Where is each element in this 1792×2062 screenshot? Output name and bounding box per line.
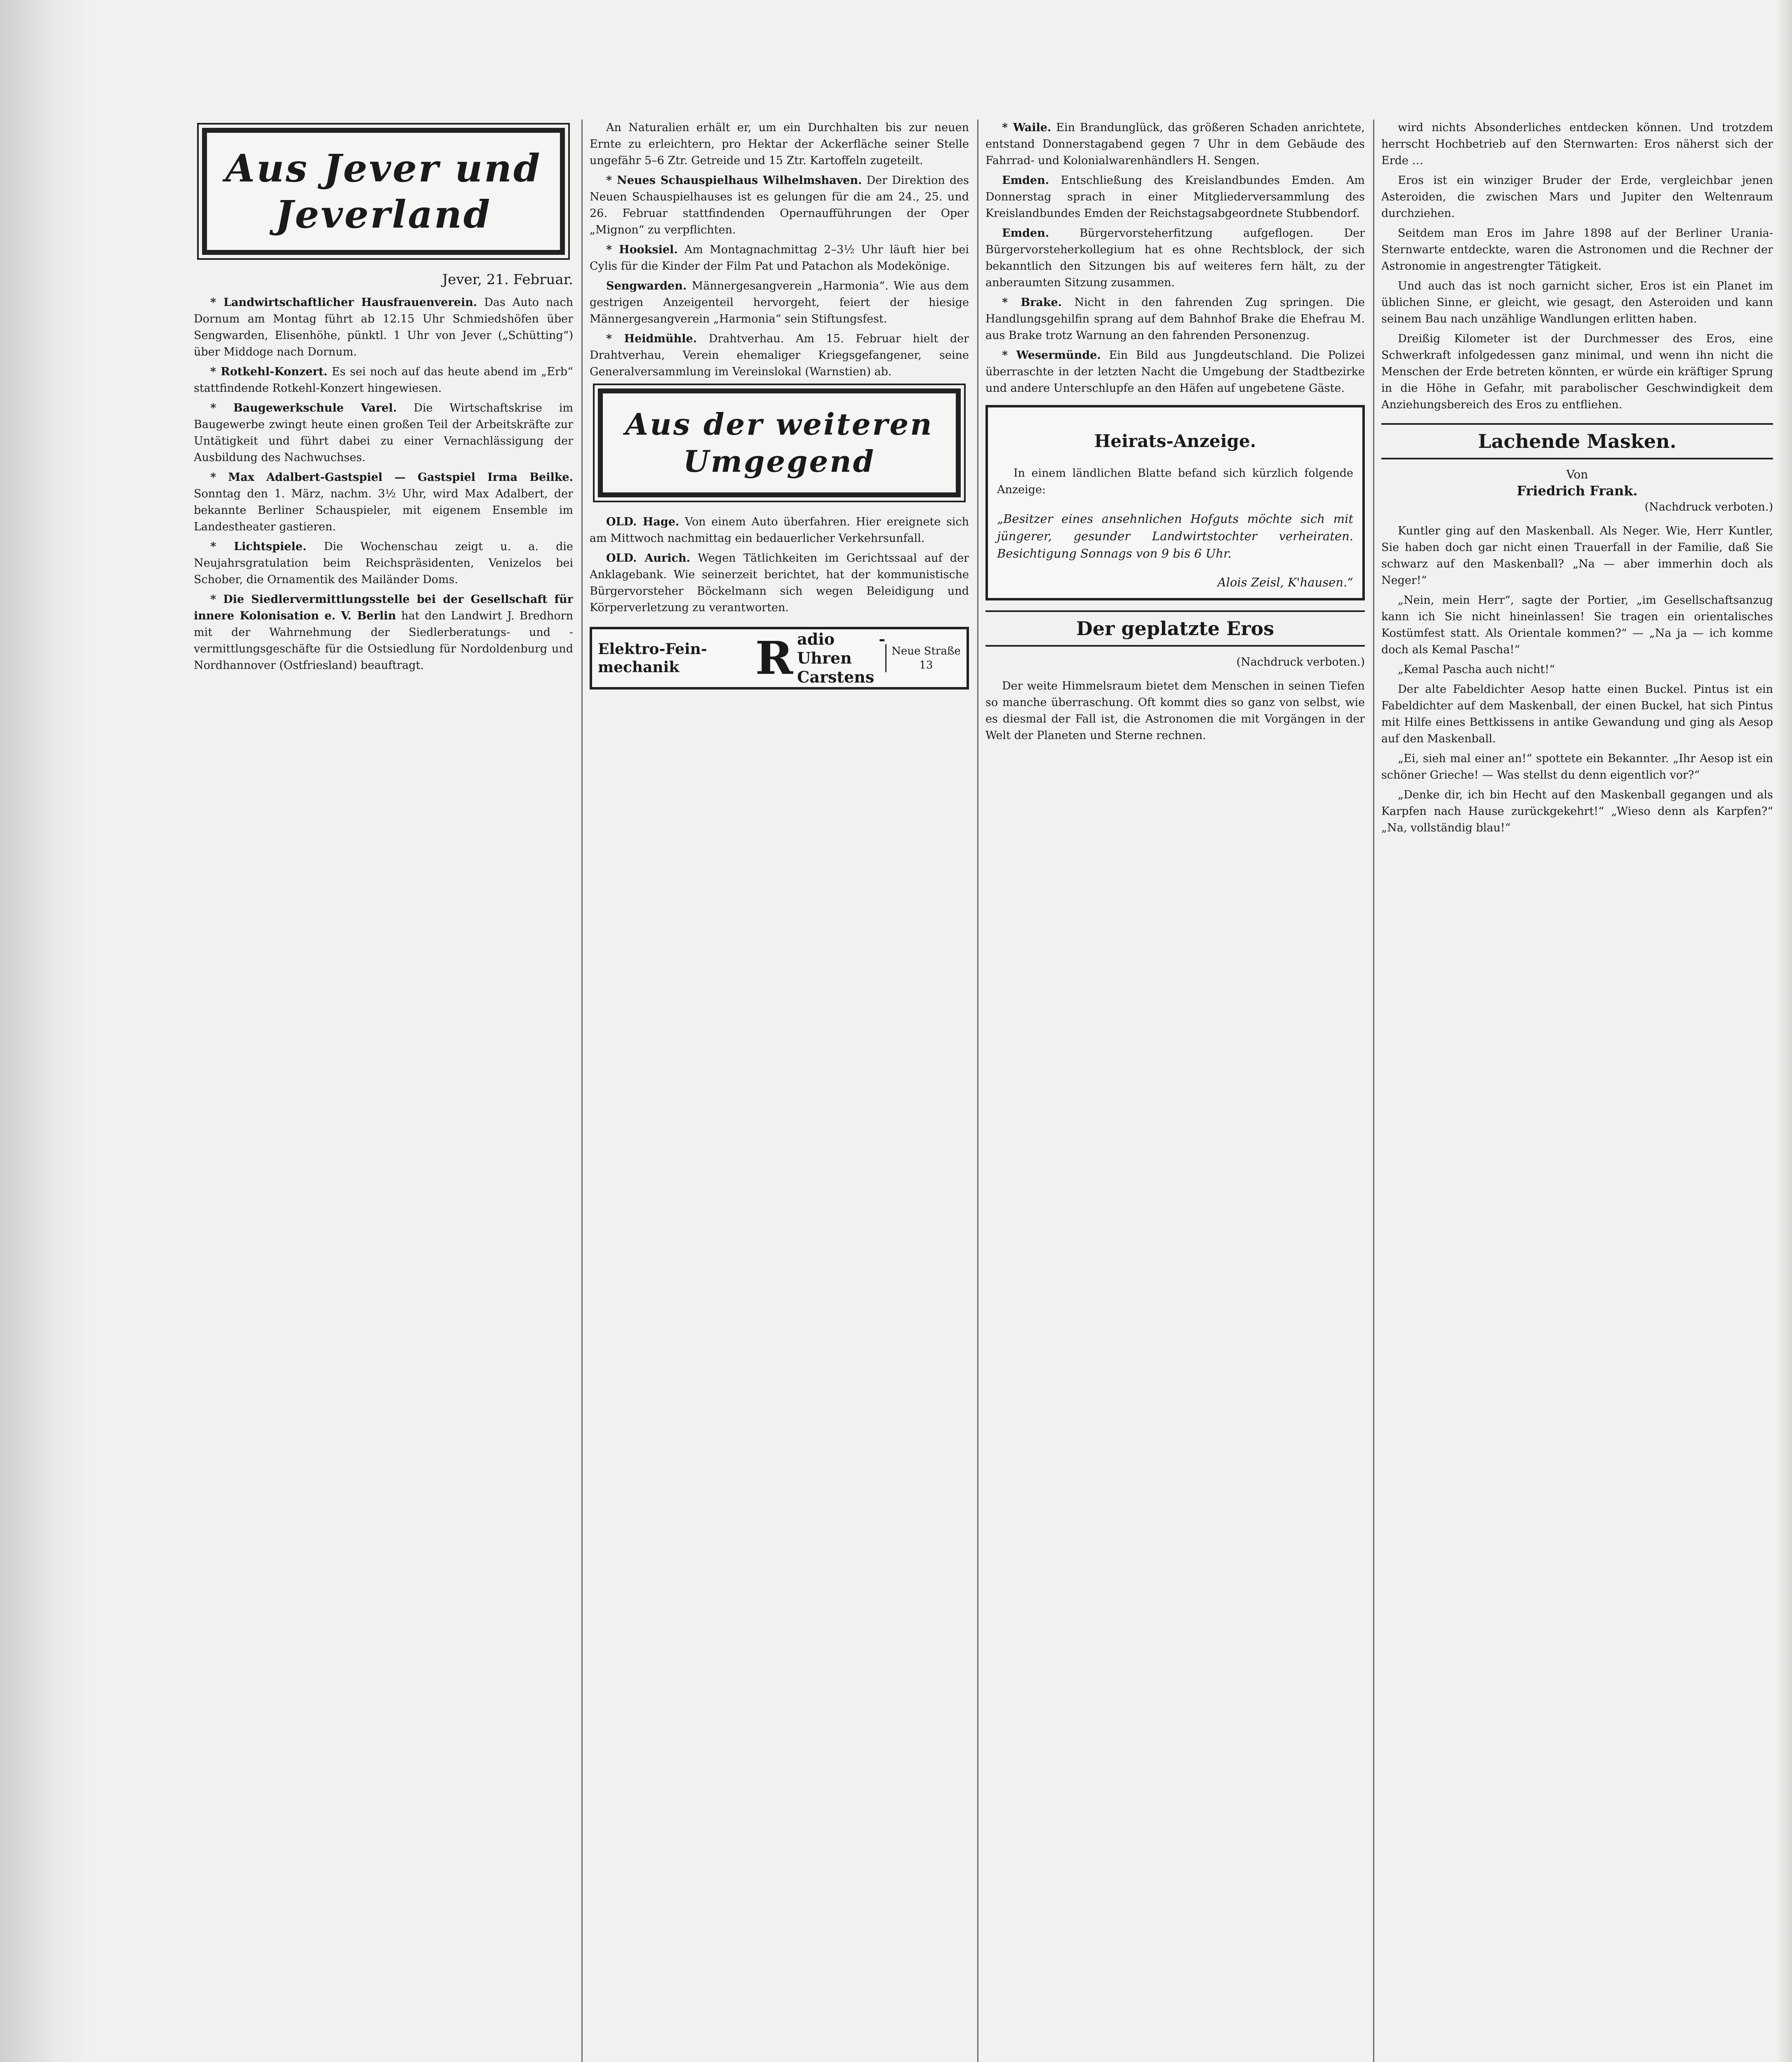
eros-continued: wird nichts Absonderliches entdecken können. Und trotzdem herrscht Hochbetrieb auf den Sternwarten: Eros näherst sich der Erde …: [1381, 121, 1773, 167]
item-lead: * Neues Schauspielhaus Wilhelmshaven.: [606, 174, 862, 187]
masks-paragraph: „Denke dir, ich bin Hecht auf den Maskenball gegangen und als Karpfen nach Hause zurückgekehrt!“ „Wieso denn als Karpfen?“ „Na, vollständig blau!“: [1381, 789, 1773, 834]
eros-continued: Eros ist ein winziger Bruder der Erde, vergleichbar jenen Asteroiden, die zwischen Mars und Jupiter den Weltenraum durchziehen.: [1381, 174, 1773, 220]
item-lead: * Die Siedlervermittlungsstelle bei der Gesellschaft für innere Kolonisation e. V. Berlin: [194, 593, 573, 622]
news-item: [590, 331, 969, 380]
column-3: [985, 120, 1365, 2062]
item-text: Drahtverhau. Am 15. Februar hielt der Drahtverhau, Verein ehemaliger Kriegsgefangener, seine Generalversammlung im Vereinslokal (Warnstien) ab.: [590, 332, 969, 378]
item-lead: * Wesermünde.: [1002, 349, 1101, 362]
dateline: Jever, 21. Februar.: [442, 271, 573, 288]
byline-author: Friedrich Frank.: [1517, 483, 1638, 499]
news-item: [590, 550, 969, 616]
news-item: [590, 120, 969, 169]
shop-ad-products: adio - Uhren: [797, 630, 885, 667]
news-item: [985, 225, 1365, 291]
item-text: An Naturalien erhält er, um ein Durchhalten bis zur neuen Ernte zu erleichtern, pro Hektar der Ackerfläche seiner Stelle ungefähr 5–6 Ztr. Getreide und 15 Ztr. Kartoffeln zugeteilt.: [590, 121, 969, 167]
news-item: [590, 278, 969, 327]
masks-paragraph: „Nein, mein Herr“, sagte der Portier, „im Gesellschaftsanzug kann ich Sie nicht hineinlassen! Sie tragen ein orientalisches Kostümfest statt. Als Orientale kommen?“ — „Na ja — ich komme doch als Kemal Pascha!“: [1381, 594, 1773, 656]
item-text: Männergesangverein „Harmonia“. Wie aus dem gestrigen Anzeigenteil hervorgeht, feiert der hiesige Männergesangverein „Harmonia“ sein Stiftungsfest.: [590, 280, 969, 325]
shop-advertisement: [590, 627, 969, 690]
item-lead: OLD. Hage.: [606, 516, 680, 528]
column-1: [194, 120, 573, 2062]
item-lead: * Max Adalbert-Gastspiel — Gastspiel Irma Beilke.: [210, 471, 573, 484]
item-lead: * Rotkehl-Konzert.: [210, 365, 328, 378]
news-item: [985, 120, 1365, 169]
marriage-ad-text: „Besitzer eines ansehnlichen Hofguts möchte sich mit jüngerer, gesunder Landwirtstochter verheiraten. Besichtigung Sonnags von 9 bis 6 Uhr.: [997, 512, 1353, 560]
news-item: [985, 347, 1365, 397]
column-rule: [977, 120, 978, 2062]
reprint-note: (Nachdruck verboten.): [1644, 501, 1773, 513]
shop-ad-name-block: [797, 630, 885, 687]
page-edge-shadow: [1776, 0, 1792, 2062]
news-item: [590, 242, 969, 275]
item-lead: * Brake.: [1002, 296, 1062, 309]
item-lead: * Landwirtschaftlicher Hausfrauenverein.: [210, 296, 477, 309]
item-text: Von einem Auto überfahren. Hier ereignete sich am Mittwoch nachmittag ein bedauerlicher Verkehrsunfall.: [590, 516, 969, 545]
page-binding-shadow: [0, 0, 95, 2062]
news-item: [194, 364, 573, 397]
column-4: [1381, 120, 1773, 2062]
item-lead: Emden.: [1002, 227, 1049, 240]
item-lead: * Hooksiel.: [606, 243, 678, 256]
masks-paragraph: „Ei, sieh mal einer an!“ spottete ein Bekannter. „Ihr Aesop ist ein schöner Grieche! — Was stellst du denn eigentlich vor?“: [1381, 752, 1773, 781]
eros-continued: Dreißig Kilometer ist der Durchmesser des Eros, eine Schwerkraft infolgedessen ganz minimal, und wenn ihn nicht die Menschen der Erde betreten könnten, er würde ein kräftiger Sprung in die Höhe in Gefahr, mit parabolischer Geschwindigkeit dem Anziehungsbereich des Eros zu entfliehen.: [1381, 332, 1773, 411]
news-item: [194, 539, 573, 588]
column-rule: [581, 120, 583, 2062]
item-text: Das Auto nach Dornum am Montag führt ab 12.15 Uhr Schmiedshöfen über Sengwarden, Elisenhöhe, pünktl. 1 Uhr von Jever („Schütting“) über Middoge nach Dornum.: [194, 296, 573, 358]
item-text: hat den Landwirt J. Bredhorn mit der Wahrnehmung der Siedlerberatungs- und -vermittlungsgeschäfte für die Ostsiedlung für Nordoldenburg und Nordhannover (Ostfriesland) beauftragt.: [194, 610, 573, 672]
news-item: [985, 172, 1365, 222]
item-text: Die Wirtschaftskrise im Baugewerbe zwingt heute einen großen Teil der Arbeitskräfte zur Untätigkeit und führt dabei zu einer Vernachlässigung der Ausbildung des Nachwuchses.: [194, 402, 573, 464]
column-rule: [1373, 120, 1374, 2062]
item-lead: Sengwarden.: [606, 280, 687, 292]
item-text: Es sei noch auf das heute abend im „Erb“ stattfindende Rotkehl-Konzert hingewiesen.: [194, 365, 573, 395]
article-title-eros: Der geplatzte Eros: [985, 610, 1365, 647]
item-lead: * Lichtspiele.: [210, 540, 307, 553]
masks-paragraph: Kuntler ging auf den Maskenball. Als Neger. Wie, Herr Kuntler, Sie haben doch gar nicht einen Trauerfall in der Familie, daß Sie schwarz auf den Maskenball? „Na — aber immerhin doch als Neger!“: [1381, 525, 1773, 587]
masks-paragraph: „Kemal Pascha auch nicht!“: [1398, 663, 1555, 676]
item-text: Wegen Tätlichkeiten im Gerichtssaal auf der Anklagebank. Wie seinerzeit berichtet, hat der kommunistische Bürgervorsteher Böckelmann sich wegen Beleidigung und Körperverletzung zu verantworten.: [590, 552, 969, 614]
region-heading-frame: [598, 388, 961, 497]
masthead-title: Aus Jever und Jeverland: [225, 146, 542, 237]
item-lead: * Heidmühle.: [606, 332, 697, 345]
byline-prefix: Von: [1566, 468, 1588, 481]
item-text: Sonntag den 1. März, nachm. 3½ Uhr, wird Max Adalbert, der bekannte Berliner Schauspieler, mit eigenem Ensemble im Landestheater gastieren.: [194, 487, 573, 533]
shop-ad-service: Elektro-Fein-mechanik: [598, 640, 707, 676]
masks-paragraph: Der alte Fabeldichter Aesop hatte einen Buckel. Pintus ist ein Fabeldichter auf dem Maskenball, der einen Buckel, hat sich Pintus mit Hilfe eines Bettkissens in antike Gewandung und ging als Aesop auf den Maskenball.: [1381, 683, 1773, 745]
item-text: Am Montagnachmittag 2–3½ Uhr läuft hier bei Cylis für die Kinder der Film Pat und Patachon als Modekönige.: [590, 243, 969, 273]
masthead-frame: [202, 128, 565, 255]
item-text: Die Wochenschau zeigt u. a. die Neujahrsgratulation beim Reichspräsidenten, Venizelos bei Schober, die Ornamentik des Mailänder Doms.: [194, 540, 573, 586]
eros-continued: Seitdem man Eros im Jahre 1898 auf der Berliner Urania-Sternwarte entdeckte, waren die Astronomen und die Rechner der Astronomie in angestrengter Tätigkeit.: [1381, 227, 1773, 273]
news-item: [194, 294, 573, 360]
column-2: [590, 120, 969, 2062]
article-body-eros: Der weite Himmelsraum bietet dem Menschen in seinen Tiefen so manche überraschung. Oft kommt dies so ganz von selbst, wie es diesmal der Fall ist, die Astronomen die mit Vorgängen in der Welt der Planeten und Sterne rechnen.: [985, 680, 1365, 742]
newspaper-page: [194, 120, 1773, 2062]
news-item: [194, 400, 573, 466]
item-lead: * Baugewerkschule Varel.: [210, 402, 397, 414]
news-item: [194, 591, 573, 674]
marriage-ad-title: Heirats-Anzeige.: [1094, 431, 1256, 451]
article-title-masks: Lachende Masken.: [1381, 423, 1773, 459]
news-item: [985, 294, 1365, 344]
item-text: Der Direktion des Neuen Schauspielhauses ist es gelungen für die am 24., 25. und 26. Februar stattfindenden Opernaufführungen der Oper „Mignon“ zu verpflichten.: [590, 174, 969, 236]
region-heading: Aus der weiteren Umgegend: [625, 407, 934, 479]
item-lead: OLD. Aurich.: [606, 552, 690, 565]
shop-ad-address: Neue Straße 13: [885, 644, 967, 672]
item-lead: Emden.: [1002, 174, 1049, 187]
item-text: Nicht in den fahrenden Zug springen. Die Handlungsgehilfin sprang auf dem Bahnhof Brake die Ehefrau M. aus Brake trotz Warnung an den fahrenden Personenzug.: [985, 296, 1365, 342]
shop-ad-owner: Carstens: [797, 668, 875, 686]
shop-ad-letter: R: [755, 631, 793, 685]
news-item: [590, 172, 969, 238]
eros-continued: Und auch das ist noch garnicht sicher, Eros ist ein Planet im üblichen Sinne, er gleicht, wie gesagt, den Asteroiden und kann seinem Bau nach unzählige Wandlungen erlitten haben.: [1381, 280, 1773, 325]
item-lead: * Waile.: [1002, 121, 1051, 134]
item-text: Ein Bild aus Jungdeutschland. Die Polizei überraschte in der letzten Nacht die Umgebung der Stadtbezirke und andere Unterschlupfe an den Häfen auf ungebetene Gäste.: [985, 349, 1365, 395]
item-text: Bürgervorsteherfitzung aufgeflogen. Der Bürgervorsteherkollegium hat es ohne Rechtsblock, der sich bekanntlich den Sitzungen bis auf weiteres fern hält, zu der anberaumten Sitzung zusammen.: [985, 227, 1365, 289]
marriage-ad-signature: Alois Zeisl, K'hausen.“: [1217, 575, 1353, 589]
item-text: Entschließung des Kreislandbundes Emden. Am Donnerstag sprach in einer Mitgliederversammlung des Kreislandbundes Emden der Reichstagsabgeordnete Stubbendorf.: [985, 174, 1365, 220]
news-item: [590, 514, 969, 547]
marriage-ad: [985, 405, 1365, 600]
news-item: [194, 469, 573, 535]
reprint-note: (Nachdruck verboten.): [1236, 656, 1365, 669]
marriage-ad-intro: In einem ländlichen Blatte befand sich kürzlich folgende Anzeige:: [997, 467, 1353, 496]
item-text: Ein Brandunglück, das größeren Schaden anrichtete, entstand Donnerstagabend gegen 7 Uhr in dem Gebäude des Fahrrad- und Kolonialwarenhändlers H. Sengen.: [985, 121, 1365, 167]
